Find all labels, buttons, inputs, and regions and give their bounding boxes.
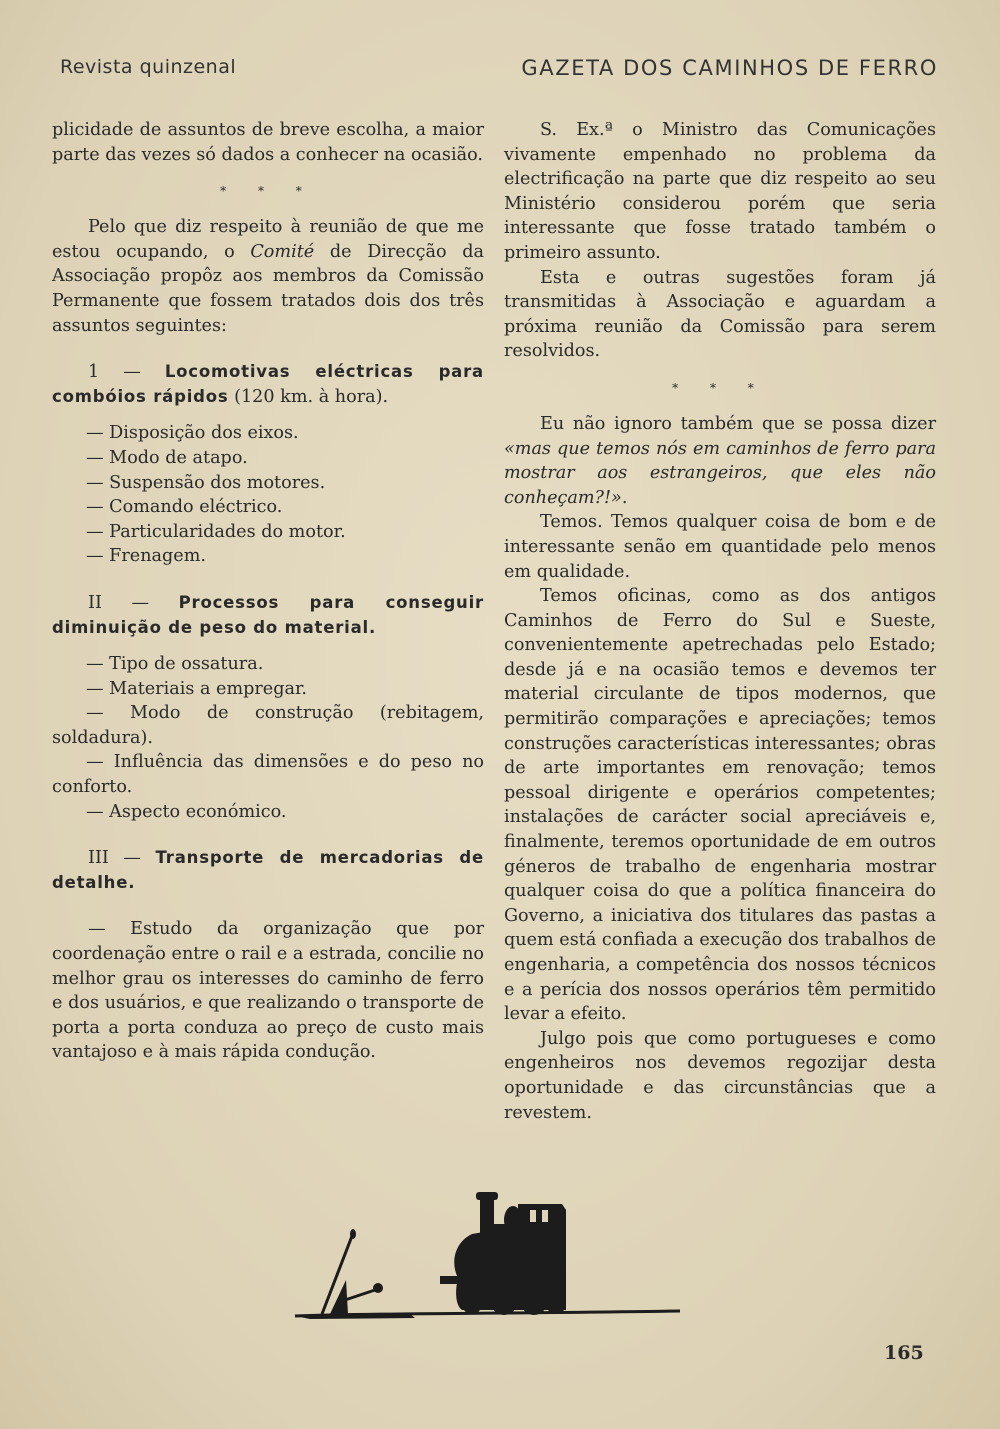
list-item: — Disposição dos eixos. <box>86 423 299 444</box>
list-item: — Modo de construção (rebitagem, soldadura). <box>52 703 484 748</box>
section-divider: * * * <box>672 380 768 395</box>
topic-1-list <box>52 421 484 569</box>
list-item: — Frenagem. <box>86 546 206 567</box>
paragraph: Temos oficinas, como as dos antigos Caminhos de Ferro do Sul e Sueste, convenientemente apetrechadas pelo Estado; desde já e na ocasião temos e devemos ter material circulante de tipos modernos, que permitirão comparações e apreciações; temos construções características interessantes; obras de arte importantes em renovação; temos pessoal dirigente e operários competentes; instalações de carácter social apreciáveis e, finalmente, teremos oportunidade de em outros géneros de trabalho de engenharia mostrar qualquer coisa do que a política financeira do Governo, a iniciativa dos titulares das pastas a quem está confiada a execução dos trabalhos de engenharia, a competência dos nossos técnicos e a perícia dos nossos operários têm permitido levar a efeito. <box>504 586 936 1025</box>
paragraph: Eu não ignoro também que se possa dizer «mas que temos nós em caminhos de ferro para mostrar aos estrangeiros, que eles não conheçam?!». <box>504 413 936 508</box>
running-header <box>60 54 938 84</box>
left-column <box>52 118 484 1065</box>
paragraph: plicidade de assuntos de breve escolha, a maior parte das vezes só dados a conhecer na ocasião. <box>52 120 484 165</box>
paragraph: — Estudo da organização que por coordenação entre o rail e a estrada, concilie no melhor grau os interesses do caminho de ferro e dos usuários, e que realizando o transporte de porta a porta conduza ao preço de custo mais vantajoso e à mais rápida condução. <box>52 919 484 1063</box>
list-item: — Comando eléctrico. <box>86 497 283 518</box>
list-item: — Suspensão dos motores. <box>86 472 326 493</box>
italic-term: Comité <box>250 241 315 262</box>
paragraph: S. Ex.ª o Ministro das Comunicações vivamente empenhado no problema da electrificação na parte que diz respeito ao seu Ministério considerou porém que seria interessante que fosse tratado também o primeiro assunto. <box>504 120 936 263</box>
topic-heading-2: II — Processos para conseguir diminuição de peso do material. <box>52 592 484 637</box>
list-item: — Particularidades do motor. <box>86 521 346 542</box>
italic-quote: «mas que temos nós em caminhos de ferro para mostrar aos estrangeiros, que eles não conheçam?!» <box>504 438 936 508</box>
page-number: 165 <box>884 1342 924 1364</box>
topic-2-list <box>52 652 484 824</box>
list-item: — Aspecto económico. <box>86 801 287 822</box>
list-item: — Modo de atapo. <box>86 447 248 468</box>
list-item: — Materiais a empregar. <box>86 678 308 699</box>
paragraph: Julgo pois que como portugueses e como engenheiros nos devemos regozijar desta oportunidade e das circunstâncias que a revestem. <box>504 1028 936 1123</box>
header-title: GAZETA DOS CAMINHOS DE FERRO <box>521 56 938 80</box>
topic-heading-3: III — Transporte de mercadorias de detalhe. <box>52 848 484 892</box>
topic-heading-1: 1 — Locomotivas eléctricas para combóios rápidos (120 km. à hora). <box>52 362 484 407</box>
locomotive-silhouette-icon <box>290 1180 690 1345</box>
paragraph: Temos. Temos qualquer coisa de bom e de interessante senão em quantidade pelo menos em qualidade. <box>504 512 936 582</box>
paragraph: Pelo que diz respeito à reunião de que me estou ocupando, o Comité de Direcção da Associação propôz aos membros da Comissão Permanente que fossem tratados dois dos três assuntos seguintes: <box>52 217 484 336</box>
paragraph: Esta e outras sugestões foram já transmitidas à Associação e aguardam a próxima reunião da Comissão para serem resolvidos. <box>504 267 936 362</box>
right-column <box>504 118 936 1125</box>
list-item: — Tipo de ossatura. <box>86 654 264 675</box>
section-divider: * * * <box>220 184 316 199</box>
header-subtitle: Revista quinzenal <box>60 56 237 78</box>
list-item: — Influência das dimensões e do peso no conforto. <box>52 752 484 798</box>
